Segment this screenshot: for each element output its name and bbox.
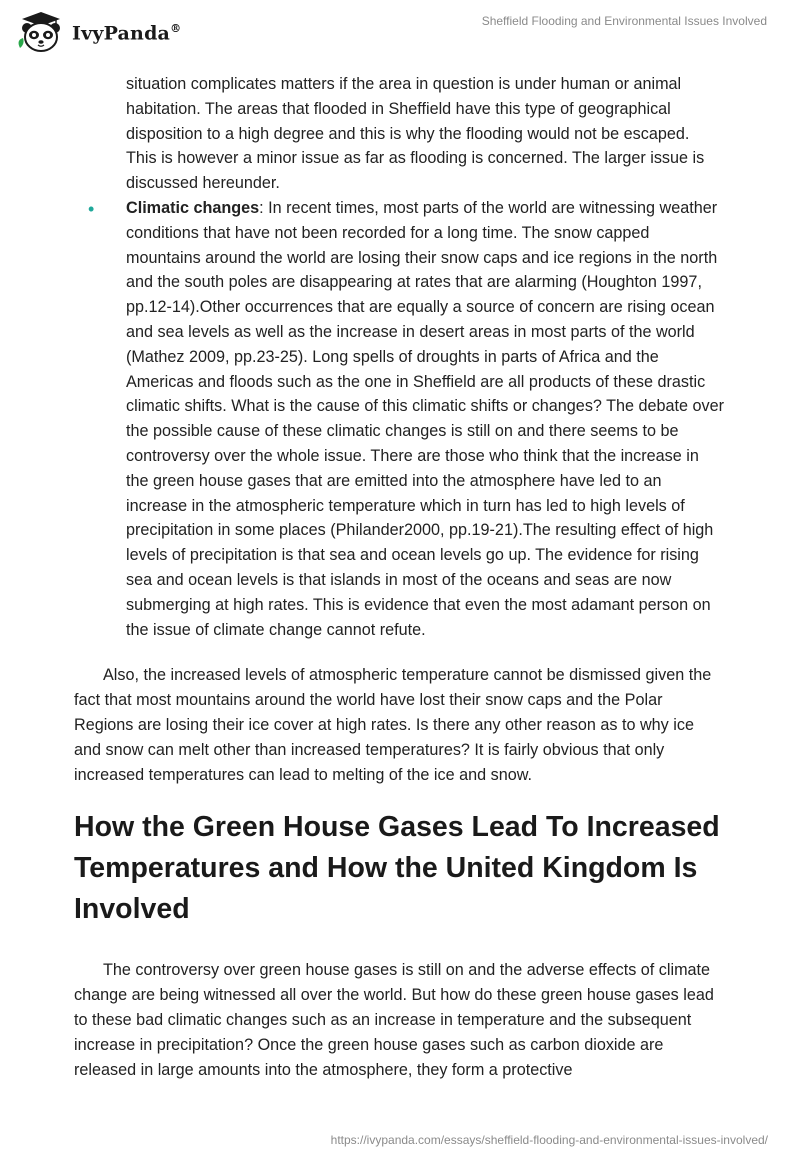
brand-name: IvyPanda® [72,21,182,45]
panda-graduate-icon [14,10,68,54]
source-url[interactable]: https://ivypanda.com/essays/sheffield-flooding-and-environmental-issues-involved/ [330,1133,768,1147]
ivypanda-logo[interactable] [14,10,181,54]
essay-body [74,72,724,1082]
bullet-continuation-text: situation complicates matters if the area in question is under human or animal habitation. The areas that flooded in Sheffield have this type of geographical disposition to a high degree and this is why the flooding would not be escaped. This is however a minor issue as far as flooding is concerned. The larger issue is discussed hereunder. [126,75,705,193]
section-heading: How the Green House Gases Lead To Increased Temperatures and How the United Kingdom Is Involved [74,811,720,926]
list-item [74,196,724,642]
page-header [0,0,800,60]
body-paragraph: The controversy over green house gases is still on and the adverse effects of climate change are being witnessed all over the world. But how do these green house gases lead to these bad climatic changes such as an increase in temperature and the subsequent increase in precipitation? Once the green house gases such as carbon dioxide are released in large amounts into the atmosphere, they form a protective [74,961,714,1079]
bullet-dot-icon: • [88,198,95,219]
bullet-body: : In recent times, most parts of the world are witnessing weather conditions that have not been recorded for a long time. The snow capped mountains around the world are losing their snow caps and ice regions in the north and the south poles are disappearing at rates that are alarming (Houghton 1997, pp.12-14).Other occurrences that are equally a source of concern are rising ocean and sea levels as well as the increase in desert areas in most parts of the world (Mathez 2009, pp.23-25). Long spells of droughts in parts of Africa and the Americas and floods such as the one in Sheffield are all products of these drastic climatic shifts. What is the cause of this climatic shifts or changes? The debate over the possible cause of these climatic changes is still on and there seems to be controversy over the whole issue. There are those who think that the increase in the green house gases that are emitted into the atmosphere have led to an increase in the atmospheric temperature which in turn has led to high levels of precipitation in some places (Philander2000, pp.19-21).The resulting effect of high levels of precipitation is that sea and ocean levels go up. The evidence for rising sea and ocean levels is that islands in most of the oceans and seas are now submerging at high rates. This is evidence that even the most adamant person on the issue of climate change cannot refute. [126,198,725,639]
document-title: Sheffield Flooding and Environmental Issues Involved [481,14,767,28]
bullet-text [126,196,724,642]
body-paragraph: Also, the increased levels of atmospheric temperature cannot be dismissed given the fact that most mountains around the world have lost their snow caps and the Polar Regions are losing their ice cover at high rates. Is there any other reason as to why ice and snow can melt other than increased temperatures? It is fairly obvious that only increased temperatures can lead to melting of the ice and snow. [74,666,712,784]
bullet-lead-term: Climatic changes [126,198,260,217]
